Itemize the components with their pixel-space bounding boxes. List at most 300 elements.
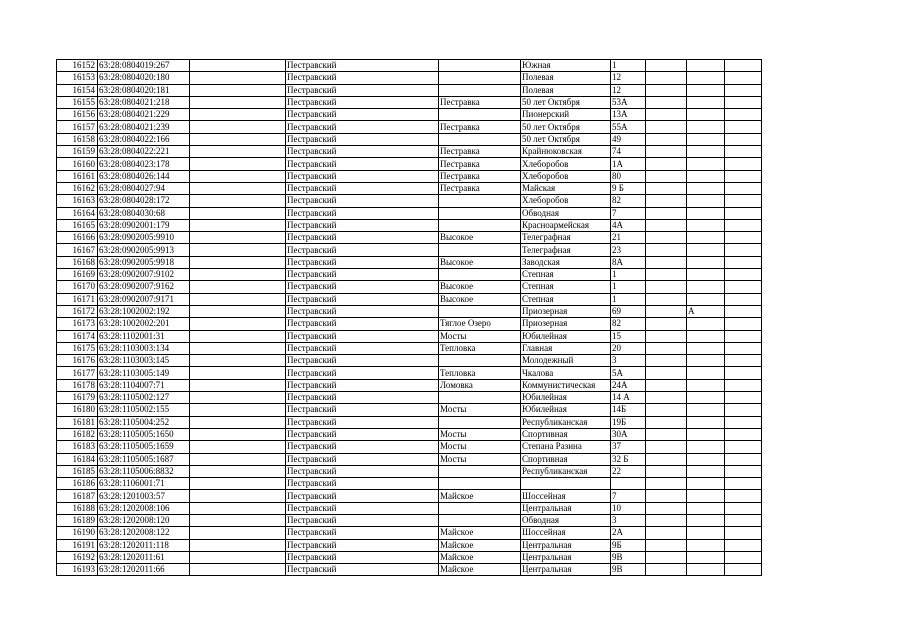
table-row	[57, 281, 762, 293]
house-number-cell: 2А	[611, 527, 646, 539]
street-cell: Крайнюковская	[521, 146, 611, 158]
locality-cell	[439, 195, 521, 207]
letter-cell	[687, 514, 725, 526]
row-number-cell: 16169	[57, 269, 98, 281]
row-number-cell: 16180	[57, 404, 98, 416]
street-cell: Заводская	[521, 256, 611, 268]
house-number-cell: 1	[611, 60, 646, 72]
building-cell	[646, 207, 687, 219]
street-cell: Юбилейная	[521, 392, 611, 404]
district-cell: Пестравский	[286, 133, 439, 145]
letter-cell	[687, 453, 725, 465]
district-cell: Пестравский	[286, 490, 439, 502]
building-cell	[646, 232, 687, 244]
apartment-cell	[725, 539, 762, 551]
blank-cell-cell	[190, 330, 286, 342]
locality-cell: Пестравка	[439, 182, 521, 194]
letter-cell	[687, 244, 725, 256]
street-cell: Республиканская	[521, 416, 611, 428]
blank-cell-cell	[190, 146, 286, 158]
district-cell: Пестравский	[286, 551, 439, 563]
street-cell: 50 лет Октября	[521, 121, 611, 133]
locality-cell: Пестравка	[439, 146, 521, 158]
row-number-cell: 16163	[57, 195, 98, 207]
street-cell: Полевая	[521, 84, 611, 96]
locality-cell: Высокое	[439, 293, 521, 305]
locality-cell	[439, 244, 521, 256]
street-cell: Степная	[521, 281, 611, 293]
street-cell: Обводная	[521, 514, 611, 526]
row-number-cell: 16185	[57, 465, 98, 477]
blank-cell-cell	[190, 121, 286, 133]
apartment-cell	[725, 195, 762, 207]
cadastral-number-cell: 63:28:1105002:155	[98, 404, 190, 416]
letter-cell	[687, 96, 725, 108]
row-number-cell: 16183	[57, 441, 98, 453]
locality-cell	[439, 514, 521, 526]
house-number-cell: 7	[611, 490, 646, 502]
table-row	[57, 490, 762, 502]
locality-cell: Мосты	[439, 441, 521, 453]
row-number-cell: 16161	[57, 170, 98, 182]
table-row	[57, 72, 762, 84]
letter-cell	[687, 60, 725, 72]
blank-cell-cell	[190, 318, 286, 330]
row-number-cell: 16152	[57, 60, 98, 72]
street-cell: Южная	[521, 60, 611, 72]
locality-cell: Пестравка	[439, 158, 521, 170]
row-number-cell: 16186	[57, 478, 98, 490]
district-cell: Пестравский	[286, 367, 439, 379]
table-row	[57, 109, 762, 121]
letter-cell	[687, 441, 725, 453]
house-number-cell: 82	[611, 195, 646, 207]
apartment-cell	[725, 72, 762, 84]
building-cell	[646, 195, 687, 207]
house-number-cell: 3	[611, 355, 646, 367]
cadastral-number-cell: 63:28:1105005:1687	[98, 453, 190, 465]
table-row	[57, 355, 762, 367]
row-number-cell: 16174	[57, 330, 98, 342]
street-cell: Спортивная	[521, 428, 611, 440]
district-cell: Пестравский	[286, 207, 439, 219]
locality-cell: Майское	[439, 539, 521, 551]
table-row	[57, 441, 762, 453]
table-row	[57, 404, 762, 416]
apartment-cell	[725, 355, 762, 367]
street-cell: Центральная	[521, 502, 611, 514]
row-number-cell: 16171	[57, 293, 98, 305]
district-cell: Пестравский	[286, 502, 439, 514]
row-number-cell: 16160	[57, 158, 98, 170]
cadastral-number-cell: 63:28:1103003:134	[98, 342, 190, 354]
row-number-cell: 16162	[57, 182, 98, 194]
locality-cell: Тепловка	[439, 367, 521, 379]
blank-cell-cell	[190, 416, 286, 428]
house-number-cell: 80	[611, 170, 646, 182]
locality-cell: Майское	[439, 527, 521, 539]
blank-cell-cell	[190, 502, 286, 514]
house-number-cell: 1	[611, 293, 646, 305]
row-number-cell: 16181	[57, 416, 98, 428]
building-cell	[646, 133, 687, 145]
street-cell: Пионерский	[521, 109, 611, 121]
district-cell: Пестравский	[286, 109, 439, 121]
letter-cell	[687, 392, 725, 404]
district-cell: Пестравский	[286, 182, 439, 194]
blank-cell-cell	[190, 404, 286, 416]
letter-cell	[687, 527, 725, 539]
row-number-cell: 16192	[57, 551, 98, 563]
apartment-cell	[725, 330, 762, 342]
row-number-cell: 16156	[57, 109, 98, 121]
street-cell: 50 лет Октября	[521, 96, 611, 108]
table-row	[57, 465, 762, 477]
blank-cell-cell	[190, 564, 286, 576]
letter-cell	[687, 109, 725, 121]
apartment-cell	[725, 379, 762, 391]
apartment-cell	[725, 219, 762, 231]
street-cell: Обводная	[521, 207, 611, 219]
street-cell: Центральная	[521, 539, 611, 551]
cadastral-number-cell: 63:28:1202008:122	[98, 527, 190, 539]
row-number-cell: 16177	[57, 367, 98, 379]
street-cell: Степная	[521, 269, 611, 281]
house-number-cell: 1А	[611, 158, 646, 170]
letter-cell	[687, 84, 725, 96]
locality-cell	[439, 72, 521, 84]
cadastral-number-cell: 63:28:1202008:120	[98, 514, 190, 526]
row-number-cell: 16190	[57, 527, 98, 539]
table-row	[57, 207, 762, 219]
house-number-cell: 24А	[611, 379, 646, 391]
table-row	[57, 514, 762, 526]
apartment-cell	[725, 367, 762, 379]
apartment-cell	[725, 207, 762, 219]
letter-cell	[687, 367, 725, 379]
table-row	[57, 379, 762, 391]
table-row	[57, 146, 762, 158]
table-row	[57, 60, 762, 72]
apartment-cell	[725, 96, 762, 108]
table-row	[57, 342, 762, 354]
blank-cell-cell	[190, 392, 286, 404]
row-number-cell: 16191	[57, 539, 98, 551]
letter-cell	[687, 281, 725, 293]
row-number-cell: 16172	[57, 305, 98, 317]
apartment-cell	[725, 146, 762, 158]
apartment-cell	[725, 392, 762, 404]
apartment-cell	[725, 342, 762, 354]
apartment-cell	[725, 158, 762, 170]
letter-cell	[687, 195, 725, 207]
building-cell	[646, 170, 687, 182]
blank-cell-cell	[190, 219, 286, 231]
letter-cell	[687, 207, 725, 219]
cadastral-number-cell: 63:28:1103003:145	[98, 355, 190, 367]
building-cell	[646, 121, 687, 133]
table-row	[57, 392, 762, 404]
cadastral-number-cell: 63:28:0804023:178	[98, 158, 190, 170]
letter-cell	[687, 539, 725, 551]
blank-cell-cell	[190, 207, 286, 219]
row-number-cell: 16165	[57, 219, 98, 231]
cadastral-number-cell: 63:28:0804021:218	[98, 96, 190, 108]
row-number-cell: 16178	[57, 379, 98, 391]
building-cell	[646, 428, 687, 440]
row-number-cell: 16166	[57, 232, 98, 244]
apartment-cell	[725, 84, 762, 96]
blank-cell-cell	[190, 72, 286, 84]
blank-cell-cell	[190, 84, 286, 96]
house-number-cell	[611, 478, 646, 490]
cadastral-number-cell: 63:28:0804019:267	[98, 60, 190, 72]
apartment-cell	[725, 453, 762, 465]
house-number-cell: 14Б	[611, 404, 646, 416]
apartment-cell	[725, 527, 762, 539]
district-cell: Пестравский	[286, 330, 439, 342]
blank-cell-cell	[190, 158, 286, 170]
street-cell: Спортивная	[521, 453, 611, 465]
street-cell: Молодежный	[521, 355, 611, 367]
building-cell	[646, 441, 687, 453]
table-row	[57, 158, 762, 170]
locality-cell	[439, 84, 521, 96]
blank-cell-cell	[190, 170, 286, 182]
locality-cell: Ломовка	[439, 379, 521, 391]
building-cell	[646, 158, 687, 170]
blank-cell-cell	[190, 281, 286, 293]
building-cell	[646, 305, 687, 317]
letter-cell	[687, 182, 725, 194]
letter-cell	[687, 269, 725, 281]
table-row	[57, 269, 762, 281]
table-row	[57, 416, 762, 428]
locality-cell: Высокое	[439, 256, 521, 268]
locality-cell: Тяглое Озеро	[439, 318, 521, 330]
cadastral-number-cell: 63:28:1105005:1659	[98, 441, 190, 453]
apartment-cell	[725, 416, 762, 428]
cadastral-number-cell: 63:28:1105002:127	[98, 392, 190, 404]
row-number-cell: 16153	[57, 72, 98, 84]
row-number-cell: 16164	[57, 207, 98, 219]
apartment-cell	[725, 281, 762, 293]
apartment-cell	[725, 551, 762, 563]
cadastral-number-cell: 63:28:0902005:9910	[98, 232, 190, 244]
building-cell	[646, 318, 687, 330]
locality-cell	[439, 392, 521, 404]
letter-cell	[687, 158, 725, 170]
apartment-cell	[725, 269, 762, 281]
locality-cell	[439, 502, 521, 514]
house-number-cell: 10	[611, 502, 646, 514]
building-cell	[646, 219, 687, 231]
table-row	[57, 564, 762, 576]
street-cell: Чкалова	[521, 367, 611, 379]
district-cell: Пестравский	[286, 514, 439, 526]
district-cell: Пестравский	[286, 441, 439, 453]
table-row	[57, 453, 762, 465]
apartment-cell	[725, 133, 762, 145]
letter-cell	[687, 564, 725, 576]
row-number-cell: 16184	[57, 453, 98, 465]
building-cell	[646, 269, 687, 281]
apartment-cell	[725, 182, 762, 194]
row-number-cell: 16157	[57, 121, 98, 133]
cadastral-number-cell: 63:28:1202008:106	[98, 502, 190, 514]
row-number-cell: 16173	[57, 318, 98, 330]
row-number-cell: 16193	[57, 564, 98, 576]
street-cell: Хлеборобов	[521, 170, 611, 182]
street-cell: Шоссейная	[521, 527, 611, 539]
house-number-cell: 23	[611, 244, 646, 256]
blank-cell-cell	[190, 478, 286, 490]
cadastral-number-cell: 63:28:1002002:192	[98, 305, 190, 317]
district-cell: Пестравский	[286, 465, 439, 477]
cadastral-number-cell: 63:28:1106001:71	[98, 478, 190, 490]
blank-cell-cell	[190, 490, 286, 502]
row-number-cell: 16159	[57, 146, 98, 158]
registry-table	[56, 59, 762, 576]
blank-cell-cell	[190, 367, 286, 379]
house-number-cell: 15	[611, 330, 646, 342]
row-number-cell: 16167	[57, 244, 98, 256]
table-row	[57, 367, 762, 379]
row-number-cell: 16176	[57, 355, 98, 367]
row-number-cell: 16188	[57, 502, 98, 514]
blank-cell-cell	[190, 428, 286, 440]
letter-cell	[687, 379, 725, 391]
street-cell: Хлеборобов	[521, 195, 611, 207]
letter-cell	[687, 72, 725, 84]
cadastral-number-cell: 63:28:0902005:9913	[98, 244, 190, 256]
house-number-cell: 5А	[611, 367, 646, 379]
locality-cell	[439, 305, 521, 317]
table-body	[57, 60, 762, 576]
house-number-cell: 8А	[611, 256, 646, 268]
house-number-cell: 3	[611, 514, 646, 526]
house-number-cell: 1	[611, 281, 646, 293]
district-cell: Пестравский	[286, 121, 439, 133]
cadastral-number-cell: 63:28:0804027:94	[98, 182, 190, 194]
letter-cell	[687, 502, 725, 514]
building-cell	[646, 367, 687, 379]
house-number-cell: 82	[611, 318, 646, 330]
locality-cell: Пестравка	[439, 121, 521, 133]
street-cell: Центральная	[521, 551, 611, 563]
table-row	[57, 133, 762, 145]
apartment-cell	[725, 109, 762, 121]
letter-cell	[687, 428, 725, 440]
letter-cell	[687, 330, 725, 342]
street-cell: Красноармейская	[521, 219, 611, 231]
letter-cell	[687, 404, 725, 416]
apartment-cell	[725, 441, 762, 453]
apartment-cell	[725, 318, 762, 330]
apartment-cell	[725, 514, 762, 526]
cadastral-number-cell: 63:28:0804021:229	[98, 109, 190, 121]
table-row	[57, 232, 762, 244]
district-cell: Пестравский	[286, 60, 439, 72]
blank-cell-cell	[190, 256, 286, 268]
row-number-cell: 16187	[57, 490, 98, 502]
building-cell	[646, 256, 687, 268]
table-row	[57, 330, 762, 342]
house-number-cell: 14 А	[611, 392, 646, 404]
district-cell: Пестравский	[286, 219, 439, 231]
street-cell: Приозерная	[521, 318, 611, 330]
blank-cell-cell	[190, 244, 286, 256]
locality-cell	[439, 355, 521, 367]
district-cell: Пестравский	[286, 392, 439, 404]
table-row	[57, 293, 762, 305]
street-cell: Приозерная	[521, 305, 611, 317]
building-cell	[646, 355, 687, 367]
letter-cell	[687, 121, 725, 133]
cadastral-number-cell: 63:28:0804021:239	[98, 121, 190, 133]
district-cell: Пестравский	[286, 158, 439, 170]
district-cell: Пестравский	[286, 269, 439, 281]
district-cell: Пестравский	[286, 96, 439, 108]
house-number-cell: 19Б	[611, 416, 646, 428]
street-cell: Коммунистическая	[521, 379, 611, 391]
street-cell: Хлеборобов	[521, 158, 611, 170]
locality-cell: Майское	[439, 564, 521, 576]
cadastral-number-cell: 63:28:0902007:9171	[98, 293, 190, 305]
locality-cell	[439, 60, 521, 72]
locality-cell	[439, 109, 521, 121]
house-number-cell: 49	[611, 133, 646, 145]
blank-cell-cell	[190, 441, 286, 453]
locality-cell	[439, 478, 521, 490]
blank-cell-cell	[190, 293, 286, 305]
building-cell	[646, 146, 687, 158]
table-row	[57, 527, 762, 539]
district-cell: Пестравский	[286, 342, 439, 354]
table-row	[57, 478, 762, 490]
apartment-cell	[725, 478, 762, 490]
locality-cell: Тепловка	[439, 342, 521, 354]
cadastral-number-cell: 63:28:0804022:221	[98, 146, 190, 158]
house-number-cell: 13А	[611, 109, 646, 121]
district-cell: Пестравский	[286, 170, 439, 182]
cadastral-number-cell: 63:28:0804020:181	[98, 84, 190, 96]
building-cell	[646, 330, 687, 342]
house-number-cell: 21	[611, 232, 646, 244]
table-row	[57, 219, 762, 231]
row-number-cell: 16170	[57, 281, 98, 293]
street-cell: 50 лет Октября	[521, 133, 611, 145]
district-cell: Пестравский	[286, 428, 439, 440]
building-cell	[646, 502, 687, 514]
building-cell	[646, 182, 687, 194]
street-cell: Полевая	[521, 72, 611, 84]
district-cell: Пестравский	[286, 293, 439, 305]
apartment-cell	[725, 564, 762, 576]
building-cell	[646, 84, 687, 96]
blank-cell-cell	[190, 551, 286, 563]
apartment-cell	[725, 305, 762, 317]
letter-cell	[687, 256, 725, 268]
building-cell	[646, 293, 687, 305]
blank-cell-cell	[190, 133, 286, 145]
cadastral-number-cell: 63:28:0804020:180	[98, 72, 190, 84]
house-number-cell: 32 Б	[611, 453, 646, 465]
blank-cell-cell	[190, 269, 286, 281]
house-number-cell: 69	[611, 305, 646, 317]
street-cell: Степана Разина	[521, 441, 611, 453]
district-cell: Пестравский	[286, 84, 439, 96]
